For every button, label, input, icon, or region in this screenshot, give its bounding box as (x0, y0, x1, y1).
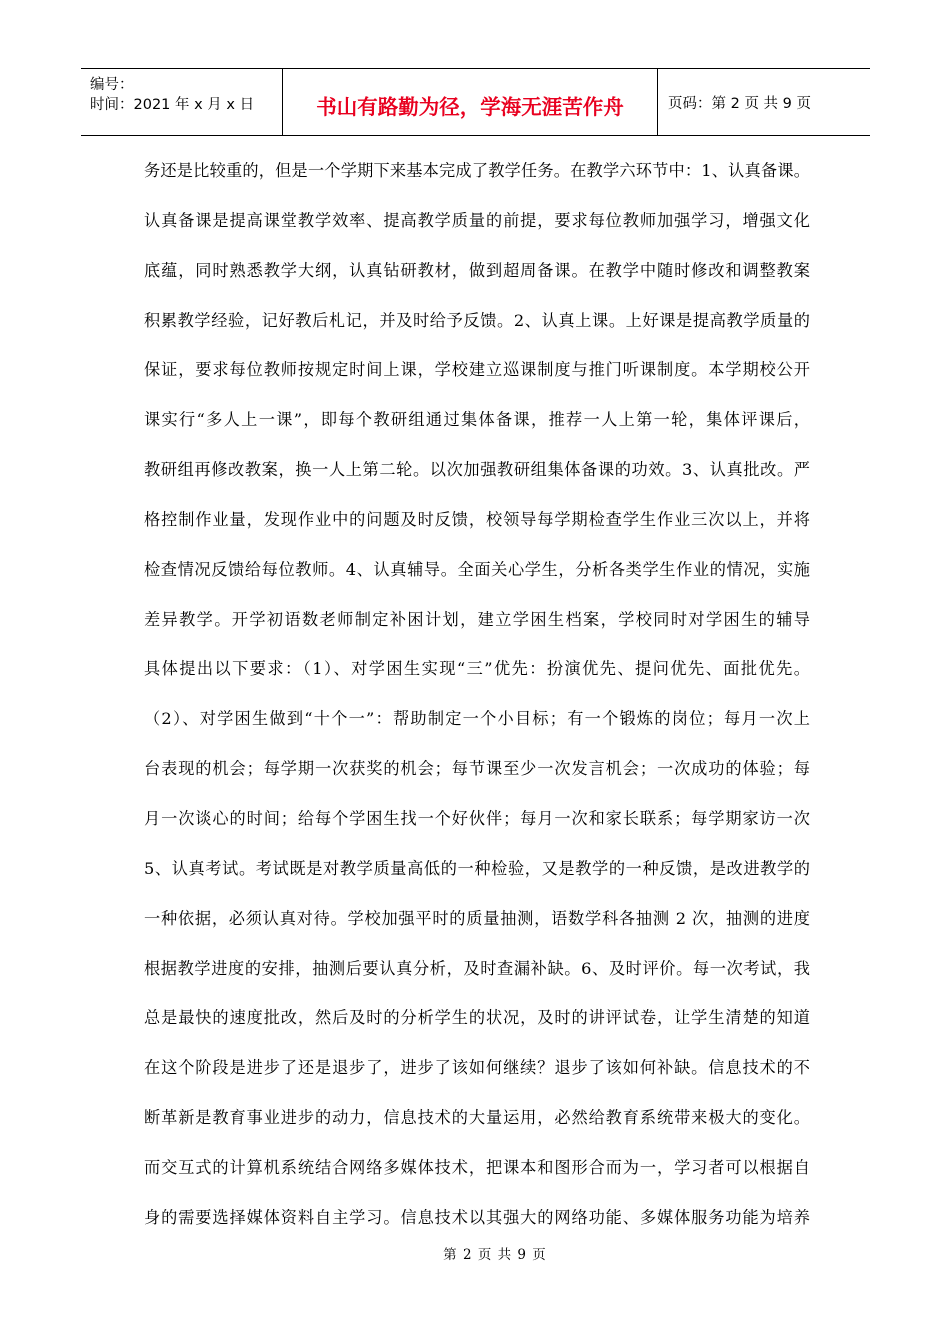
text-line: 格控制作业量，发现作业中的问题及时反馈，校领导每学期检查学生作业三次以上，并将 (144, 509, 810, 529)
text-line: 在这个阶段是进步了还是退步了，进步了该如何继续？退步了该如何补缺。信息技术的不 (144, 1058, 810, 1078)
text-line: 检查情况反馈给每位教师。4、认真辅导。全面关心学生，分析各类学生作业的情况，实施 (144, 559, 810, 579)
page-header (81, 68, 870, 136)
header-page-info: 页码：第 2 页 共 9 页 (668, 95, 811, 112)
text-line: 台表现的机会；每学期一次获奖的机会；每节课至少一次发言机会；一次成功的体验；每 (144, 759, 810, 779)
text-line: 务还是比较重的，但是一个学期下来基本完成了教学任务。在教学六环节中：1、认真备课。 (144, 161, 810, 180)
header-motto: 书山有路勤为径，学海无涯苦作舟 (283, 69, 658, 135)
text-line: 差异教学。开学初语数老师制定补困计划，建立学困生档案，学校同时对学困生的辅导 (144, 609, 810, 629)
text-line: 教研组再修改教案，换一人上第二轮。以次加强教研组集体备课的功效。3、认真批改。严 (144, 460, 810, 480)
text-line: 保证，要求每位教师按规定时间上课，学校建立巡课制度与推门听课制度。本学期校公开 (144, 360, 810, 380)
text-line: 总是最快的速度批改，然后及时的分析学生的状况，及时的讲评试卷，让学生清楚的知道 (144, 1008, 810, 1028)
document-date: 时间：2021 年 x 月 x 日 (90, 97, 255, 113)
text-line: 底蕴，同时熟悉教学大纲，认真钻研教材，做到超周备课。在教学中随时修改和调整教案 (144, 260, 810, 280)
text-line: 断革新是教育事业进步的动力，信息技术的大量运用，必然给教育系统带来极大的变化。 (144, 1108, 810, 1128)
text-line: 5、认真考试。考试既是对教学质量高低的一种检验，又是教学的一种反馈，是改进教学的 (144, 858, 810, 878)
page-footer: 第 2 页 共 9 页 (443, 1247, 547, 1263)
text-line: 一种依据，必须认真对待。学校加强平时的质量抽测，语数学科各抽测 2 次，抽测的进度 (144, 908, 810, 928)
text-line: （2）、对学困生做到“十个一”：帮助制定一个小目标；有一个锻炼的岗位；每月一次上 (144, 709, 810, 729)
text-line: 具体提出以下要求：（1）、对学困生实现“三”优先：扮演优先、提问优先、面批优先。 (144, 659, 810, 679)
text-line: 课实行“多人上一课”，即每个教研组通过集体备课，推荐一人上第一轮，集体评课后， (144, 410, 810, 430)
document-number-label: 编号： (90, 77, 134, 93)
header-meta (81, 69, 283, 135)
text-line: 积累教学经验，记好教后札记，并及时给予反馈。2、认真上课。上好课是提高教学质量的 (144, 310, 810, 330)
body-text (144, 151, 810, 1248)
text-line: 身的需要选择媒体资料自主学习。信息技术以其强大的网络功能、多媒体服务功能为培养 (144, 1207, 810, 1227)
text-line: 认真备课是提高课堂教学效率、提高教学质量的前提，要求每位教师加强学习，增强文化 (144, 210, 810, 230)
text-line: 而交互式的计算机系统结合网络多媒体技术，把课本和图形合而为一，学习者可以根据自 (144, 1157, 810, 1177)
text-line: 根据教学进度的安排，抽测后要认真分析，及时查漏补缺。6、及时评价。每一次考试，我 (144, 958, 810, 978)
text-line: 月一次谈心的时间；给每个学困生找一个好伙伴；每月一次和家长联系；每学期家访一次 (144, 808, 810, 828)
